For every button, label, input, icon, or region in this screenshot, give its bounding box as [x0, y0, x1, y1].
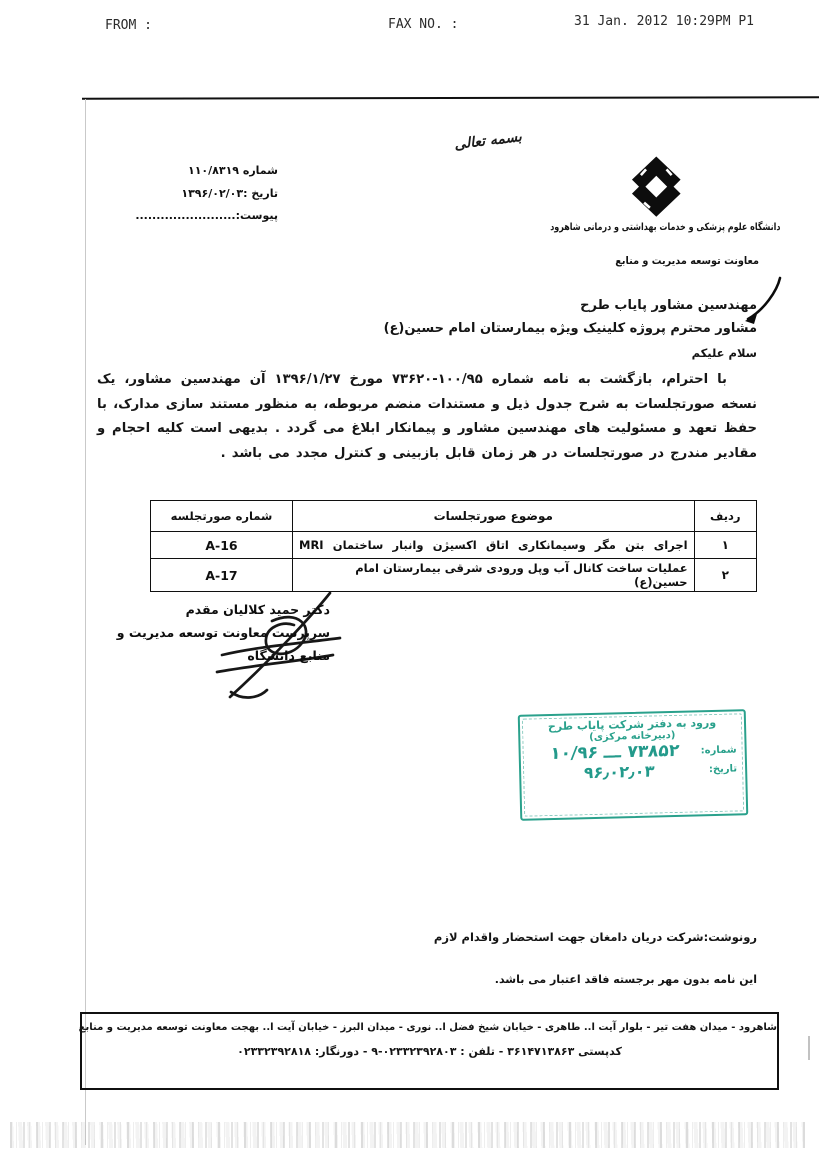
- table-header-row: [151, 501, 757, 532]
- signature-scrawl: [200, 583, 355, 711]
- column-header-minutes-number: شماره صورتجلسه: [151, 501, 293, 532]
- table-row: [151, 532, 757, 559]
- signatory-title-line2: منابع دانشگاه: [247, 648, 330, 663]
- university-name: دانشگاه علوم پزشکی و خدمات بهداشتی و درمانی شاهرود: [550, 222, 781, 233]
- footer-contact: کدپستی ۳۶۱۴۷۱۳۸۶۳ - تلفن : ۰۲۳۳۲۳۹۲۸۰۳-۹ - دورنگار: ۰۲۳۳۲۳۹۲۸۱۸: [237, 1045, 622, 1058]
- cell-row-number: ۲: [694, 559, 756, 592]
- letter-number-value: ۱۱۰/۸۳۱۹: [187, 164, 239, 177]
- cell-subject: اجرای بتن مگر وسیمانکاری اتاق اکسیژن وانبار ساختمان MRI: [293, 532, 695, 559]
- footer-address: شاهرود - میدان هفت تیر - بلوار آیت ا.. طاهری - خیابان شیخ فضل ا.. نوری - میدان البرز - خیابان آیت ا.. بهجت معاونت توسعه مدیریت و منابع: [78, 1022, 777, 1033]
- deputy-name: معاونت توسعه مدیریت و منابع: [615, 255, 759, 267]
- fax-from-label: FROM :: [105, 18, 152, 33]
- column-header-row-number: ردیف: [694, 501, 756, 532]
- signatory-name: دکتر حمید کلالیان مقدم: [185, 602, 330, 617]
- scan-noise-strip: [10, 1122, 805, 1148]
- recipient-role: مشاور محترم پروژه کلینیک ویژه بیمارستان امام حسین(ع): [383, 321, 757, 336]
- letter-number-label: شماره: [242, 164, 278, 177]
- footer-box: [80, 1012, 779, 1090]
- besmele-calligraphy: بسمه تعالی: [453, 128, 523, 154]
- column-header-subject: موضوع صورتجلسات: [293, 501, 695, 532]
- stamp-date-row: [521, 759, 745, 783]
- left-scan-edge-line: [85, 99, 86, 1145]
- minutes-table: [150, 500, 757, 592]
- stamp-title: ورود به دفتر شرکت پایاب طرح: [547, 715, 717, 734]
- cc-note: رونوشت:شرکت دریان دامغان جهت استحضار واقدام لازم: [433, 930, 757, 944]
- letter-date-line: [150, 183, 278, 206]
- top-rule: [82, 96, 819, 100]
- stamp-number-handwritten: ۱۰/۹۶ ـــ ۷۳۸۵۲: [549, 740, 680, 765]
- letter-number-line: [150, 160, 278, 183]
- cell-minutes-number: A-17: [151, 559, 293, 592]
- cell-row-number: ۱: [694, 532, 756, 559]
- letter-attachment-line: [135, 205, 278, 228]
- cell-subject: عملیات ساخت کانال آب وپل ورودی شرقی بیمارستان امام حسین(ع): [293, 559, 695, 592]
- letter-attachment-dots: ........................: [135, 209, 236, 222]
- salutation: سلام علیکم: [691, 346, 757, 360]
- stamp-number-label: شماره:: [700, 743, 737, 756]
- letter-date-value: ۱۳۹۶/۰۲/۰۳: [181, 186, 244, 200]
- entry-stamp: [518, 709, 749, 821]
- signatory-title-line1: سرپرست معاونت توسعه مدیریت و: [116, 625, 330, 640]
- fax-number-label: FAX NO. :: [388, 17, 459, 32]
- stamp-date-label: تاریخ:: [708, 763, 738, 776]
- fax-datetime: 31 Jan. 2012 10:29PM P1: [574, 14, 755, 29]
- university-logo: [623, 152, 687, 220]
- right-scan-mark: [808, 1036, 810, 1060]
- recipient-name: مهندسین مشاور پایاب طرح: [580, 298, 757, 313]
- letter-reference-block: [135, 160, 278, 228]
- cell-minutes-number: A-16: [151, 532, 293, 559]
- stamp-date-handwritten: ۹۶٫۰۲٫۰۳: [583, 761, 656, 783]
- letter-date-label: تاریخ :: [243, 186, 278, 200]
- stamp-subtitle: (دبیرخانه مرکزی): [589, 729, 676, 744]
- validity-note: این نامه بدون مهر برجسته فاقد اعتبار می باشد.: [494, 973, 757, 986]
- letter-attachment-label: پیوست:: [235, 209, 278, 222]
- body-paragraph: با احترام، بازگشت به نامه شماره ۱۰۰/۹۵-۷۳۶۲۰ مورخ ۱۳۹۶/۱/۲۷ آن مهندسین مشاور، یک نسخه صورتجلسات به شرح جدول ذیل و مستندات منضم مربوطه، به منظور مستند سازی مدارک، با حفظ تعهد و مسئولیت های مهندسین مشاور و پیمانکار ابلاغ می گردد . بدیهی است کلیه احجام و مقادیر مندرج در صورتجلسات در هر زمان قابل بازبینی و کنترل مجدد می باشد .: [97, 372, 757, 461]
